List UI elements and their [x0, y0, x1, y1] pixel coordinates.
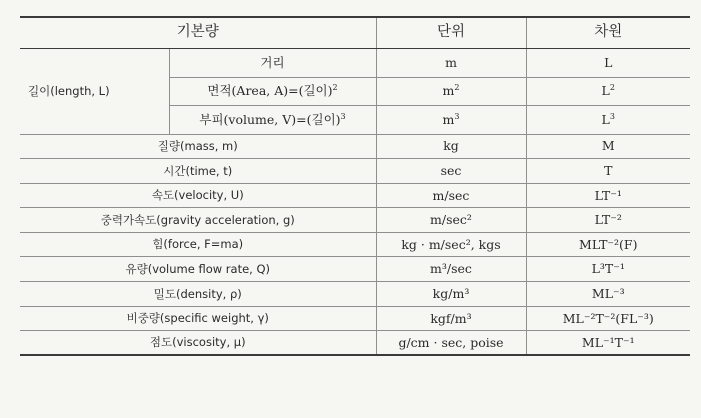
- unit-cell: m/sec²: [376, 208, 526, 233]
- table-row: [20, 159, 690, 184]
- unit-cell: kg/m³: [376, 282, 526, 307]
- quantity-cell: 비중량(specific weight, γ): [20, 306, 376, 331]
- table-row: [20, 183, 690, 208]
- unit-cell: m³/sec: [376, 257, 526, 282]
- dimension-cell: LT⁻¹: [526, 183, 690, 208]
- sub-quantity-label: 부피(volume, V)=(길이)$^3$: [169, 106, 376, 135]
- dimension-cell: L³T⁻¹: [526, 257, 690, 282]
- table-row: [20, 208, 690, 233]
- dimension-cell: M: [526, 134, 690, 159]
- quantity-cell: 속도(velocity, U): [20, 183, 376, 208]
- table-row: [20, 49, 690, 78]
- quantity-cell: 유량(volume flow rate, Q): [20, 257, 376, 282]
- quantity-cell: 질량(mass, m): [20, 134, 376, 159]
- quantity-cell: 힘(force, F=ma): [20, 232, 376, 257]
- unit-cell: $m^2$: [376, 77, 526, 106]
- header-quantity: 기본량: [20, 17, 376, 49]
- length-group-label: 길이(length, L): [20, 49, 169, 135]
- table-row: [20, 331, 690, 356]
- table-row: [20, 306, 690, 331]
- dimension-cell: ML⁻³: [526, 282, 690, 307]
- dimension-cell: T: [526, 159, 690, 184]
- header-unit: 단위: [376, 17, 526, 49]
- dimension-cell: ML⁻¹T⁻¹: [526, 331, 690, 356]
- dimension-cell: ML⁻²T⁻²(FL⁻³): [526, 306, 690, 331]
- quantity-cell: 시간(time, t): [20, 159, 376, 184]
- unit-cell: $m^3$: [376, 106, 526, 135]
- unit-cell: kgf/m³: [376, 306, 526, 331]
- unit-cell: kg · m/sec², kgs: [376, 232, 526, 257]
- quantity-cell: 점도(viscosity, μ): [20, 331, 376, 356]
- table-row: [20, 257, 690, 282]
- unit-cell: m: [376, 49, 526, 78]
- sub-quantity-label: 면적(Area, A)=(길이)$^2$: [169, 77, 376, 106]
- unit-cell: m/sec: [376, 183, 526, 208]
- unit-cell: kg: [376, 134, 526, 159]
- unit-cell: sec: [376, 159, 526, 184]
- unit-cell: g/cm · sec, poise: [376, 331, 526, 356]
- table-row: [20, 134, 690, 159]
- dimension-cell: $L^2$: [526, 77, 690, 106]
- units-dimensions-table: [20, 16, 690, 356]
- table-row: [20, 232, 690, 257]
- quantity-cell: 중력가속도(gravity acceleration, g): [20, 208, 376, 233]
- dimension-cell: $L^3$: [526, 106, 690, 135]
- header-row: [20, 17, 690, 49]
- table-row: [20, 282, 690, 307]
- quantity-cell: 밀도(density, ρ): [20, 282, 376, 307]
- header-dimension: 차원: [526, 17, 690, 49]
- dimension-cell: LT⁻²: [526, 208, 690, 233]
- dimension-cell: MLT⁻²(F): [526, 232, 690, 257]
- sub-quantity-label: 거리: [169, 49, 376, 78]
- dimension-cell: L: [526, 49, 690, 78]
